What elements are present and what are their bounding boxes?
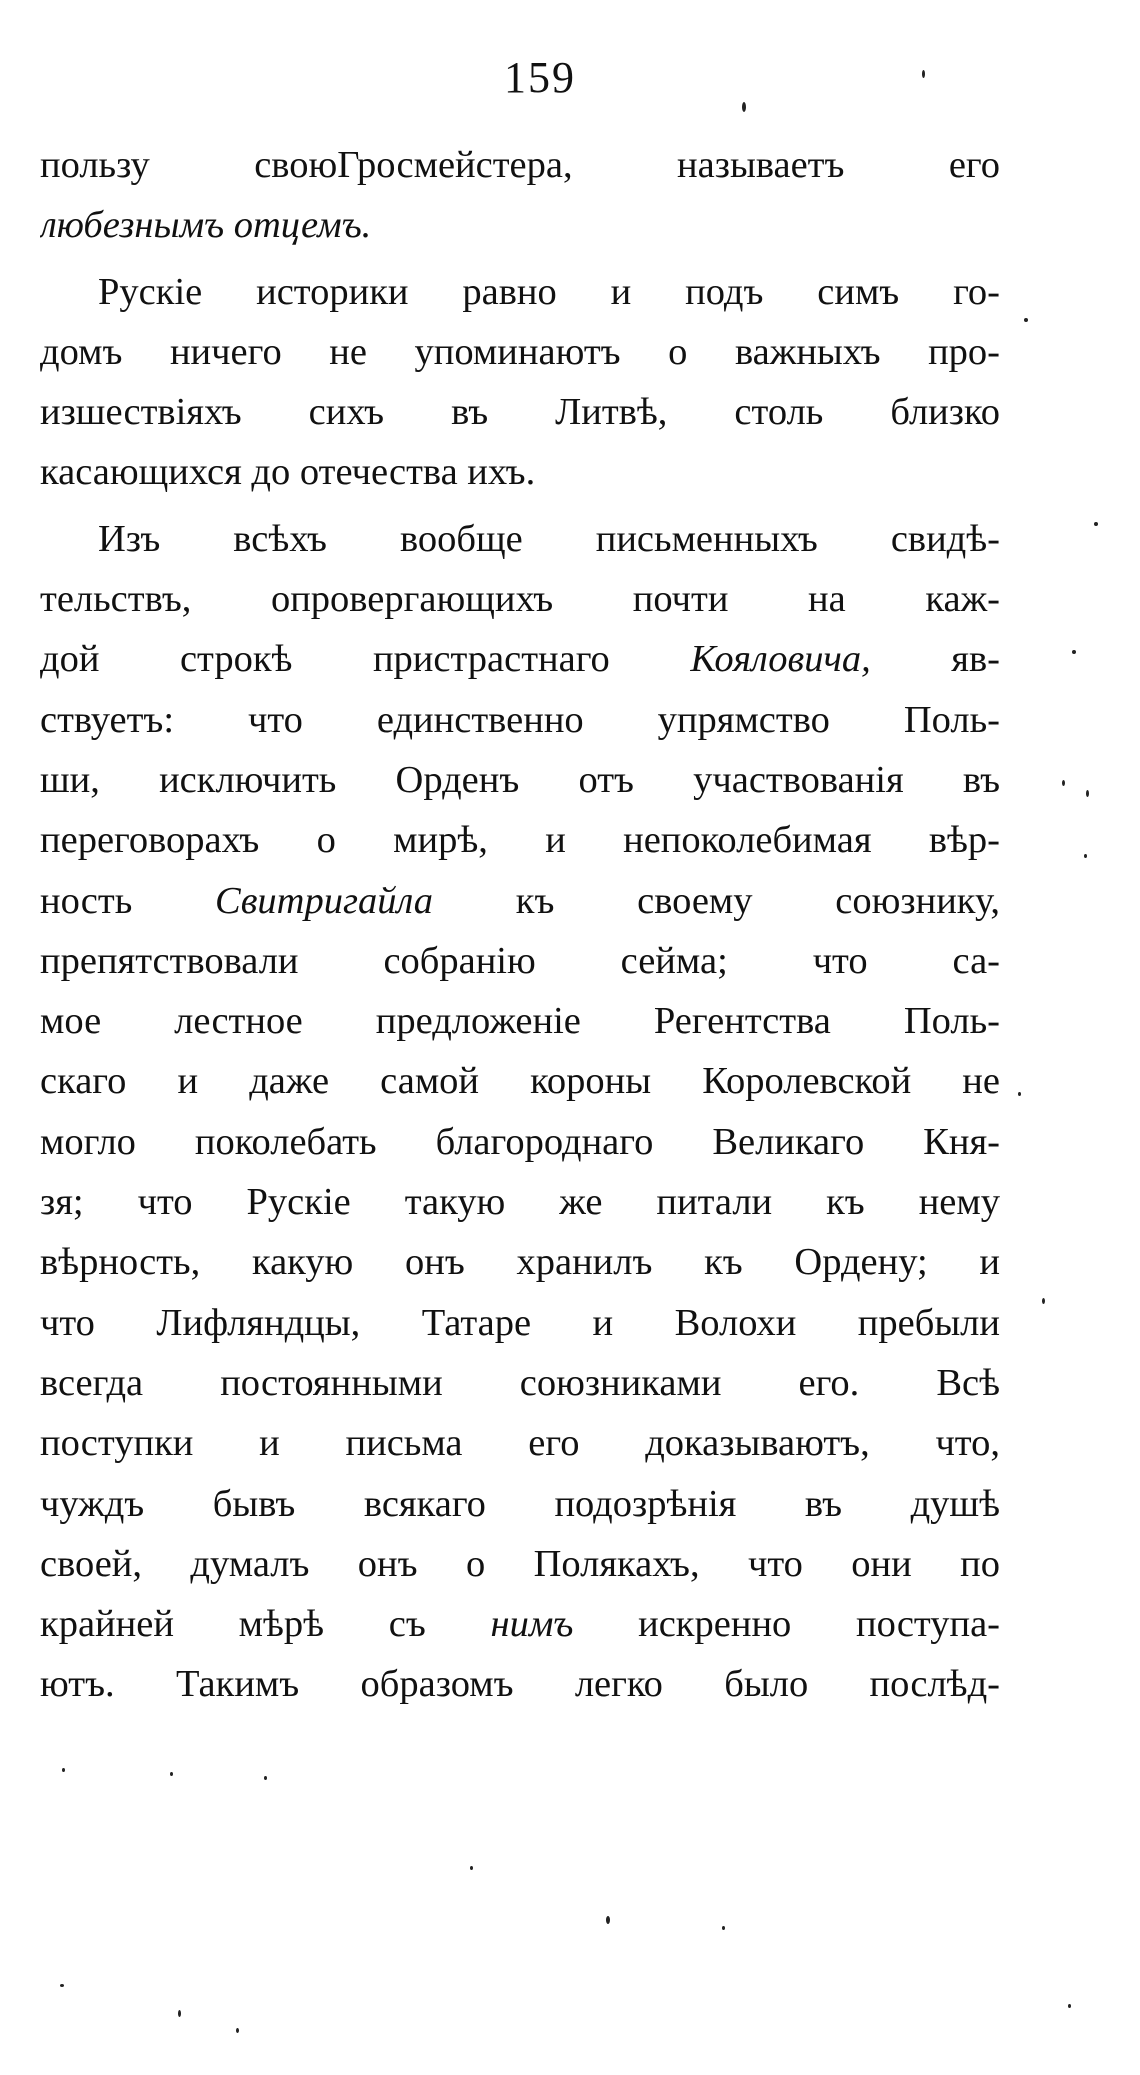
text-line xyxy=(40,629,1000,689)
print-speck xyxy=(922,70,925,78)
text-segment: вѣрность, какую онъ хранилъ къ Ордену; и xyxy=(40,1241,1000,1284)
text-segment: касающихся до отечества ихъ. xyxy=(40,451,536,494)
text-segment: дой строкѣ пристрастнаго xyxy=(40,638,691,681)
text-segment: мое лестное предложеніе Регентства Поль- xyxy=(40,1000,1000,1043)
print-speck xyxy=(62,1768,65,1772)
text-line xyxy=(40,262,1000,322)
print-speck xyxy=(742,102,746,112)
print-speck xyxy=(722,1926,725,1930)
text-segment: ствуетъ: что единственно упрямство Поль- xyxy=(40,698,1000,741)
print-speck xyxy=(1072,650,1076,654)
text-segment: Руcкie историки равно и подъ симъ го- xyxy=(98,270,1000,313)
text-segment: что Лифляндцы, Татаре и Волохи пребыли xyxy=(40,1301,1000,1344)
text-line xyxy=(40,871,1000,931)
text-segment: зя; что Руcкie такую же питали къ нему xyxy=(40,1181,1000,1224)
text-line xyxy=(40,931,1000,991)
italic-text: нимъ xyxy=(490,1603,574,1646)
print-speck xyxy=(1024,318,1028,322)
text-segment: чуждъ бывъ всякаго подозрѣнія въ душѣ xyxy=(40,1482,1000,1525)
print-speck xyxy=(264,1776,267,1780)
text-line xyxy=(40,1594,1000,1654)
text-line xyxy=(40,569,1000,629)
text-line xyxy=(40,135,1000,195)
text-line xyxy=(40,1534,1000,1594)
text-line xyxy=(40,1353,1000,1413)
text-line xyxy=(40,1172,1000,1232)
text-segment: препятствовали собранію сейма; что са- xyxy=(40,939,1000,982)
text-segment: ность xyxy=(40,879,216,922)
print-speck xyxy=(1094,522,1098,526)
text-line xyxy=(40,1232,1000,1292)
text-line xyxy=(40,750,1000,810)
text-segment: всегда постоянными союзниками его. Всѣ xyxy=(40,1361,1000,1404)
text-line xyxy=(40,442,1000,502)
page-number: 159 xyxy=(504,53,576,102)
print-speck xyxy=(1086,790,1089,797)
italic-text: Свитригайла xyxy=(215,879,434,922)
print-speck xyxy=(170,1772,173,1776)
text-segment: яв- xyxy=(870,638,1000,681)
text-segment: поступки и письма его доказываютъ, что, xyxy=(40,1422,1000,1465)
print-speck xyxy=(606,1916,610,1924)
text-line xyxy=(40,195,1000,255)
text-segment: къ своему союзнику, xyxy=(433,879,1000,922)
text-segment: искренно поступа- xyxy=(573,1603,1000,1646)
text-line xyxy=(40,1293,1000,1353)
print-speck xyxy=(236,2028,239,2033)
print-speck xyxy=(1068,2004,1071,2008)
text-segment: переговорахъ о мирѣ, и непоколебимая вѣр- xyxy=(40,819,1000,862)
italic-text: любезнымъ отцемъ. xyxy=(40,204,372,247)
text-segment: могло поколебать благороднаго Великаго Кня- xyxy=(40,1120,1000,1163)
print-speck xyxy=(1042,1298,1045,1304)
print-speck xyxy=(470,1866,473,1870)
text-segment: своей, думалъ онъ о Полякахъ, что они по xyxy=(40,1542,1000,1585)
text-line xyxy=(40,382,1000,442)
text-line xyxy=(40,509,1000,569)
print-speck xyxy=(1018,1092,1021,1096)
text-line xyxy=(40,991,1000,1051)
text-line xyxy=(40,1474,1000,1534)
text-line xyxy=(40,810,1000,870)
text-line xyxy=(40,322,1000,382)
print-speck xyxy=(1062,780,1065,786)
text-segment: домъ ничего не упоминаютъ о важныхъ про- xyxy=(40,330,1000,373)
text-segment: ши, исключить Орденъ отъ участвованія въ xyxy=(40,758,1000,801)
print-speck xyxy=(178,2010,181,2017)
text-segment: тельствъ, опровергающихъ почти на каж- xyxy=(40,578,1000,621)
text-segment: крайней мѣрѣ съ xyxy=(40,1603,491,1646)
text-segment: ютъ. Такимъ образомъ легко было послѣд- xyxy=(40,1663,1000,1706)
text-line xyxy=(40,1051,1000,1111)
text-segment: скаго и даже самой короны Королевской не xyxy=(40,1060,1000,1103)
text-line xyxy=(40,690,1000,750)
text-segment: пользу своюГросмейстера, называетъ его xyxy=(40,144,1000,186)
text-line xyxy=(40,1112,1000,1172)
print-speck xyxy=(60,1984,64,1987)
text-line xyxy=(40,1413,1000,1473)
italic-text: Кояловича, xyxy=(690,638,871,681)
body-text xyxy=(40,135,1000,1715)
print-speck xyxy=(1084,854,1087,858)
text-segment: изшествіяхъ сихъ въ Литвѣ, столь близко xyxy=(40,391,1000,434)
text-segment: Изъ всѣхъ вообще письменныхъ свидѣ- xyxy=(98,517,1000,560)
text-line xyxy=(40,1654,1000,1714)
